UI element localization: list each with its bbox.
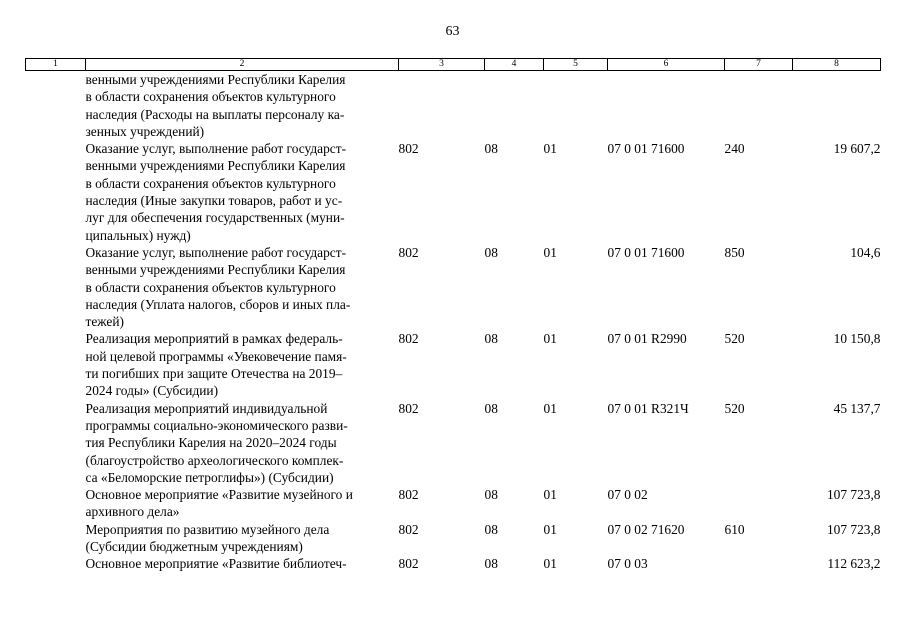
cell-amount: 10 150,8 [833, 331, 881, 347]
cell-ministry-code: 802 [398, 400, 419, 416]
cell-section: 08 [484, 556, 498, 572]
cell-empty [26, 486, 86, 521]
table-row [26, 521, 881, 556]
description-line: ти погибших при защите Отечества на 2019– [85, 366, 343, 382]
cell-description [86, 486, 399, 521]
table-row [26, 486, 881, 521]
cell-target-article: 07 0 02 [607, 487, 648, 503]
cell-ministry-code [399, 71, 485, 141]
cell-expense-type [725, 486, 793, 521]
description-line: Оказание услуг, выполнение работ государст- [85, 141, 347, 157]
cell-section: 08 [484, 141, 498, 157]
column-number: 3 [399, 59, 485, 71]
budget-table [25, 58, 881, 573]
description-line: Основное мероприятие «Развитие музейного и [85, 487, 353, 503]
description-line: тежей) [85, 314, 124, 330]
cell-expense-type [725, 555, 793, 572]
column-number: 2 [86, 59, 399, 71]
column-number-row [26, 59, 881, 71]
table-row [26, 244, 881, 330]
cell-description [86, 330, 399, 399]
description-line: венными учреждениями Республики Карелия [85, 158, 346, 174]
description-line: архивного дела» [85, 504, 180, 520]
column-number: 5 [544, 59, 608, 71]
cell-amount: 45 137,7 [833, 400, 881, 416]
cell-ministry-code: 802 [398, 487, 419, 503]
cell-ministry-code: 802 [398, 331, 419, 347]
description-line: (Субсидии бюджетным учреждениям) [85, 539, 303, 555]
cell-section: 08 [484, 400, 498, 416]
column-number: 6 [608, 59, 725, 71]
description-line: в области сохранения объектов культурного [85, 175, 336, 191]
cell-subsection: 01 [543, 400, 557, 416]
description-line: луг для обеспечения государственных (муни- [85, 210, 345, 226]
description-line: программы социально-экономического разви- [85, 417, 348, 433]
cell-section: 08 [484, 331, 498, 347]
description-line: в области сохранения объектов культурного [85, 279, 336, 295]
cell-subsection: 01 [543, 141, 557, 157]
cell-target-article: 07 0 02 71620 [607, 521, 685, 537]
description-line: Мероприятия по развитию музейного дела [85, 521, 330, 537]
cell-amount: 112 623,2 [827, 556, 881, 572]
description-line: наследия (Иные закупки товаров, работ и ус- [85, 193, 343, 209]
cell-section: 08 [484, 487, 498, 503]
cell-ministry-code: 802 [398, 244, 419, 260]
column-number: 7 [725, 59, 793, 71]
cell-subsection [544, 71, 608, 141]
cell-amount: 107 723,8 [826, 487, 881, 503]
cell-section [485, 71, 544, 141]
table-row [26, 330, 881, 399]
cell-description [86, 244, 399, 330]
cell-section: 08 [484, 244, 498, 260]
cell-expense-type [725, 71, 793, 141]
cell-expense-type: 240 [724, 141, 745, 157]
cell-target-article: 07 0 01 71600 [607, 244, 685, 260]
description-line: в области сохранения объектов культурного [85, 89, 336, 105]
cell-subsection: 01 [543, 244, 557, 260]
column-number: 4 [485, 59, 544, 71]
cell-subsection: 01 [543, 556, 557, 572]
table-row [26, 71, 881, 141]
cell-empty [26, 71, 86, 141]
cell-subsection: 01 [543, 487, 557, 503]
cell-target-article: 07 0 01 71600 [607, 141, 685, 157]
cell-description [86, 71, 399, 141]
description-line: Реализация мероприятий в рамках федераль- [85, 331, 343, 347]
table-row [26, 400, 881, 486]
description-line: венными учреждениями Республики Карелия [85, 72, 346, 87]
cell-ministry-code: 802 [398, 521, 419, 537]
cell-description [86, 400, 399, 486]
cell-target-article: 07 0 03 [607, 556, 648, 572]
cell-expense-type: 520 [724, 400, 745, 416]
cell-section: 08 [484, 521, 498, 537]
page-number: 63 [445, 24, 460, 39]
cell-amount [793, 71, 881, 141]
description-line: ной целевой программы «Увековечение памя- [85, 348, 347, 364]
table-row [26, 140, 881, 244]
cell-expense-type: 850 [724, 244, 745, 260]
description-line: наследия (Уплата налогов, сборов и иных пла- [85, 296, 351, 312]
description-line: (благоустройство археологического комплек- [85, 452, 344, 468]
description-line: са «Беломорские петроглифы») (Субсидии) [85, 469, 334, 485]
description-line: Основное мероприятие «Развитие библиотеч- [85, 556, 347, 572]
cell-empty [26, 521, 86, 556]
cell-target-article: 07 0 01 R321Ч [607, 400, 689, 416]
column-number: 1 [26, 59, 86, 71]
table-row [26, 555, 881, 572]
cell-target-article: 07 0 01 R2990 [607, 331, 687, 347]
cell-description [86, 521, 399, 556]
cell-description [86, 555, 399, 572]
description-line: 2024 годы» (Субсидии) [85, 383, 219, 399]
cell-expense-type: 610 [724, 521, 745, 537]
description-line: зенных учреждений) [85, 123, 205, 139]
cell-subsection: 01 [543, 331, 557, 347]
cell-empty [26, 555, 86, 572]
cell-amount: 19 607,2 [833, 141, 881, 157]
cell-ministry-code: 802 [398, 141, 419, 157]
description-line: венными учреждениями Республики Карелия [85, 262, 346, 278]
cell-ministry-code: 802 [398, 556, 419, 572]
cell-empty [26, 400, 86, 486]
cell-empty [26, 330, 86, 399]
description-line: ципальных) нужд) [85, 227, 191, 243]
cell-amount: 107 723,8 [826, 521, 881, 537]
description-line: Реализация мероприятий индивидуальной [85, 400, 328, 416]
description-line: Оказание услуг, выполнение работ государст- [85, 244, 347, 260]
cell-target-article [608, 71, 725, 141]
cell-empty [26, 244, 86, 330]
description-line: тия Республики Карелия на 2020–2024 годы [85, 435, 337, 451]
column-number: 8 [793, 59, 881, 71]
cell-subsection: 01 [543, 521, 557, 537]
cell-amount: 104,6 [850, 244, 881, 260]
cell-description [86, 140, 399, 244]
cell-empty [26, 140, 86, 244]
cell-expense-type: 520 [724, 331, 745, 347]
description-line: наследия (Расходы на выплаты персоналу ка- [85, 106, 345, 122]
